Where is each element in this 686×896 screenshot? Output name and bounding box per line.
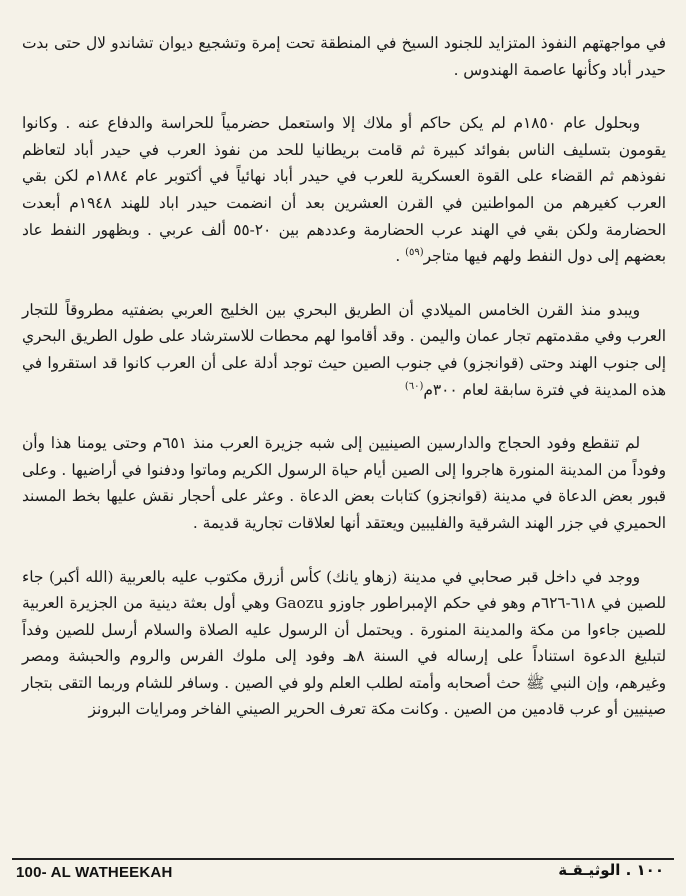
article-body (22, 30, 666, 750)
paragraph-5 (22, 564, 666, 724)
paragraph-2-text: وبحلول عام ١٨٥٠م لم يكن حاكم أو ملاك إلا واستعمل حضرمياً للحراسة والدفاع عنه . وكانوا يقومون بتسليف الناس بفوائد كبيرة ثم قامت بريطانيا للحد من نفوذ العرب في حيدر أباد لتعاظم نفوذهم ثم القضاء على القوة العسكرية للعرب في حيدر أباد نهائياً في أكتوبر عام ١٨٨٤م لكن بقي العرب كغيرهم من المواطنين في القرن العشرين بعد أن انضمت حيدر اباد للهند ١٩٤٨م أبعدت الحضارمة ولكن بقي في الهند عرب الحضارمة وعددهم بين ٢٠-٥٥ ألف عربي . وبظهور النفط عاد بعضهم إلى دول النفط ولهم فيها متاجر (22, 114, 667, 266)
paragraph-1 (22, 30, 666, 83)
paragraph-3 (22, 297, 666, 403)
paragraph-4-text: لم تنقطع وفود الحجاج والدارسين الصينيين إلى شبه جزيرة العرب منذ ٦٥١م وحتى يومنا هذا وأن وفوداً من المدينة المنورة هاجروا إلى الصين أيام حياة الرسول الكريم وماتوا ودفنوا في أراضيها . وعلى قبور بعض الدعاة في مدينة (قوانجزو) كتابات بعض الدعاة . وعثر على أحجار نقش عليها بخط المسند الحميري في جزر الهند الشرقية والفليبين ويعتقد أنها لعلاقات تجارية قديمة . (22, 434, 666, 532)
footnote-ref-59: (٥٩) (405, 247, 424, 259)
footer-page-label-english: 100- AL WATHEEKAH (16, 864, 173, 881)
paragraph-2-tail: . (395, 247, 406, 266)
paragraph-3-text: ويبدو منذ القرن الخامس الميلادي أن الطريق البحري بين الخليج العربي بضفتيه مطروقاً للتجار العرب وفي مقدمتهم تجار عمان واليمن . وقد أقاموا لهم محطات للاسترشاد على طول الطريق البحري إلى جنوب الهند وحتى (قوانجزو) في جنوب الصين حيث توجد أدلة على أن العرب كانوا قد استقروا في هذه المدينة في فترة سابقة لعام ٣٠٠م (22, 300, 666, 399)
footer-divider (12, 858, 674, 860)
footnote-ref-60: (٦٠) (404, 380, 424, 392)
footer-page-label-arabic: ١٠٠ . الوثيـقـة (558, 861, 664, 879)
paragraph-1-text: في مواجهتهم النفوذ المتزايد للجنود السيخ في المنطقة تحت إمرة وتشجيع ديوان تشاندو لال حتى بدت حيدر أباد وكأنها عاصمة الهندوس . (22, 34, 666, 79)
paragraph-2 (22, 110, 666, 270)
paragraph-5-text: ووجد في داخل قبر صحابي في مدينة (زهاو يانك) كأس أزرق مكتوب عليه بالعربية (الله أكبر) جاء للصين في ٦١٨-٦٢٦م وهو في حكم الإمبراطور جاوزو Gaozu وهي أول بعثة دينية من الجزيرة العربية للصين جاءوا من مكة والمدينة المنورة . ويحتمل أن الرسول عليه الصلاة والسلام أرسل للصين وفداً لتبليغ الدعوة استناداً على إرساله في السنة ٨هـ وفود إلى ملوك الفرس والروم والحبشة ومصر وغيرهم، وإن النبي ﷺ حث أصحابه وأمته لطلب العلم ولو في الصين . وسافر للشام وربما التقى بتجار صينيين أو عرب قادمين من الصين . وكانت مكة تعرف الحرير الصيني الفاخر ومرايات البرونز (22, 567, 666, 719)
paragraph-4 (22, 430, 666, 536)
